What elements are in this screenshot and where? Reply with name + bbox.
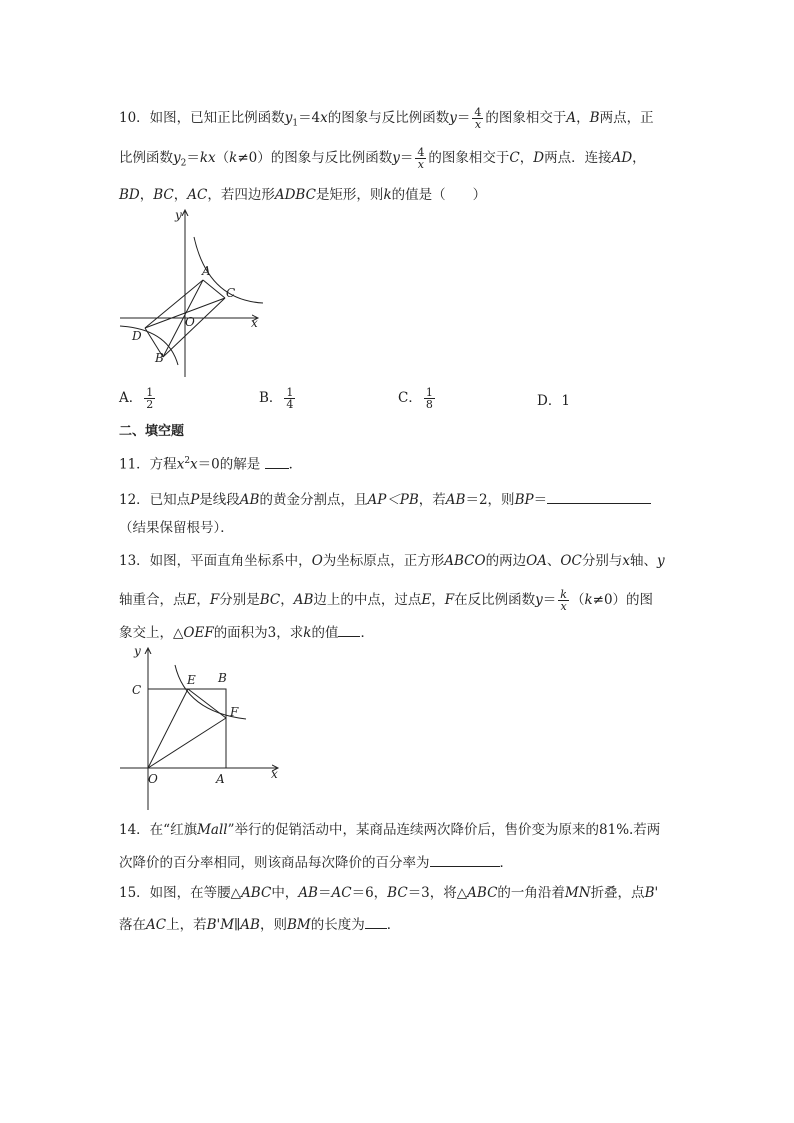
q14-line2: 次降价的百分率相同，则该商品每次降价的百分率为 ． — [119, 852, 513, 873]
answer-blank[interactable] — [547, 489, 651, 504]
label-F: F — [230, 705, 239, 719]
label-D: D — [132, 329, 142, 343]
fraction-k-over-x: $\frac{k}{x}$ — [560, 588, 567, 613]
fraction-4-over-x: $\frac{4}{x}$ — [417, 146, 425, 171]
option-d[interactable]: D．1 — [537, 393, 570, 409]
q11: 11．方程$x^2x=0$的解是 ． — [119, 451, 302, 475]
q10-line3: BD，BC，AC，若四边形ADBC是矩形，则k的值是（ ） — [119, 187, 487, 203]
q12-line1: 12．已知点P是线段AB的黄金分割点，且AP＜PB，若AB＝2，则BP＝ — [119, 489, 651, 510]
label-A: A — [216, 772, 225, 786]
label-C: C — [226, 286, 236, 300]
q15-line2: 落在AC上，若B'M∥AB，则BM的长度为 ． — [119, 914, 400, 935]
q13-line3: 象交上，△OEF的面积为3，求k的值 ． — [119, 622, 374, 643]
answer-blank[interactable] — [265, 454, 289, 469]
answer-blank[interactable] — [430, 852, 500, 867]
q10-line2: 比例函数$y_2=kx(k\ne 0)$的图象与反比例函数y＝ $\frac{4}{x}$ 的图象相交于C，D两点．连接AD， — [119, 146, 646, 171]
section-heading: 二、填空题 — [119, 424, 185, 439]
label-y: y — [134, 644, 141, 658]
label-O: O — [148, 772, 158, 786]
fraction-4-over-x: $\frac{4}{x}$ — [474, 106, 482, 131]
label-B: B — [218, 671, 227, 685]
label-x: x — [251, 316, 258, 330]
option-a[interactable]: A． $\frac{1}{2}$ — [119, 386, 154, 411]
segment-OE — [148, 689, 188, 768]
side-AC — [203, 280, 225, 298]
q15-line1: 15．如图，在等腰△ABC中，AB＝AC＝6，BC＝3，将△ABC的一角沿着MN折叠，点B' — [119, 885, 659, 901]
square-ABCO — [148, 689, 226, 768]
option-c[interactable]: C． $\frac{1}{8}$ — [398, 386, 433, 411]
answer-blank[interactable] — [365, 914, 387, 929]
q10-figure — [118, 205, 268, 380]
q13-line2: 轴重合，点E，F分别是BC，AB边上的中点，过点E，F在反比例函数y＝ $\frac{k}{x}$ （k≠0）的图 — [119, 588, 654, 613]
segment-OF — [148, 718, 226, 768]
label-E: E — [187, 673, 196, 687]
segment-EF — [188, 689, 226, 718]
q13-figure — [118, 640, 288, 815]
label-A: A — [202, 264, 211, 278]
option-b[interactable]: B． $\frac{1}{4}$ — [259, 386, 294, 411]
label-B: B — [155, 351, 164, 365]
q14-line1: 14．在“红旗Mall”举行的促销活动中，某商品连续两次降价后，售价变为原来的81%.若两 — [119, 822, 661, 838]
label-y: y — [175, 208, 182, 222]
label-O: O — [185, 315, 195, 329]
label-C: C — [132, 683, 142, 697]
answer-blank[interactable] — [338, 622, 360, 637]
q13-line1: 13．如图，平面直角坐标系中，O为坐标原点，正方形ABCO的两边OA、OC分别与x轴、y — [119, 553, 665, 569]
q12-line2: （结果保留根号）． — [119, 520, 234, 536]
label-x: x — [271, 767, 278, 781]
q10-line1: 10．如图，已知正比例函数$y_1=4x$的图象与反比例函数y＝ $\frac{4}{x}$ 的图象相交于A，B两点，正 — [119, 106, 654, 131]
